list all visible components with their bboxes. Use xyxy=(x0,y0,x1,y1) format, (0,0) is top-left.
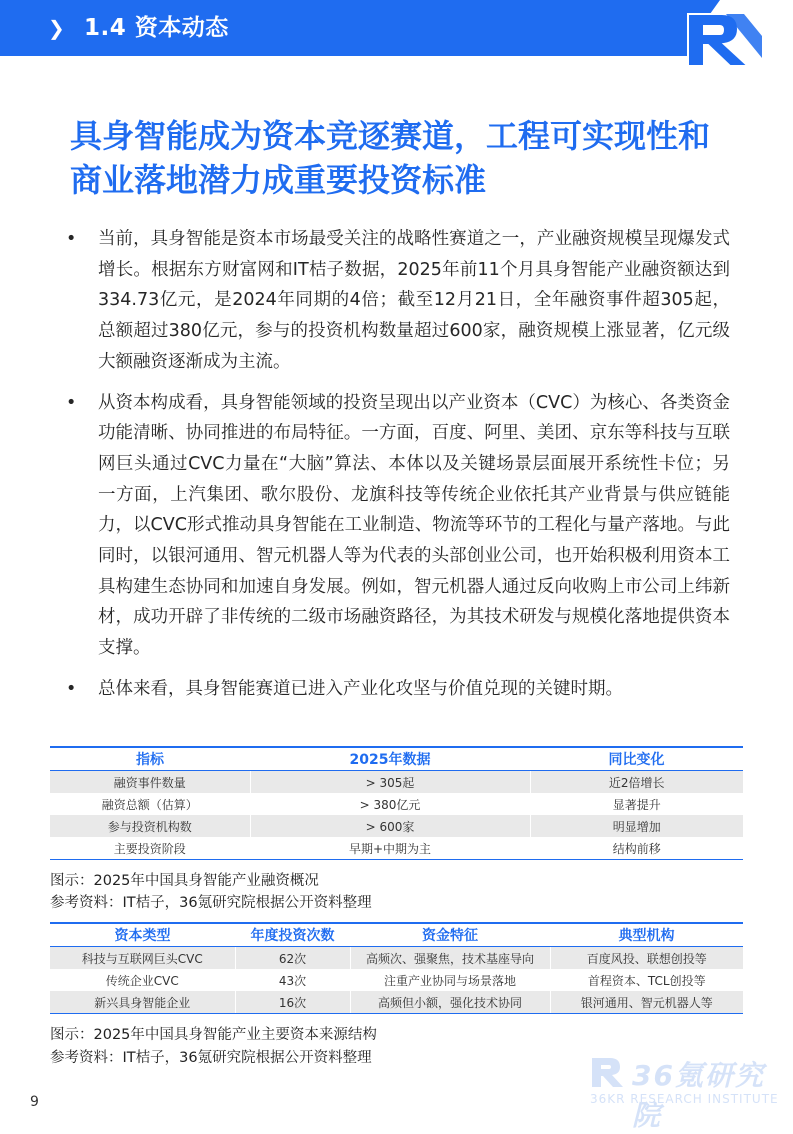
page-number: 9 xyxy=(30,1094,39,1110)
bullet-list xyxy=(60,224,730,715)
table-cell: 近2倍增长 xyxy=(530,771,743,794)
table-cell: 62次 xyxy=(235,947,350,970)
watermark-logo-icon xyxy=(590,1056,624,1088)
table-cell: 16次 xyxy=(235,991,350,1014)
table-header-cell: 同比变化 xyxy=(530,747,743,771)
table-header-cell: 资本类型 xyxy=(50,923,235,947)
table-header-cell: 指标 xyxy=(50,747,250,771)
bullet-text: 从资本构成看，具身智能领域的投资呈现出以产业资本（CVC）为核心、各类资金功能清晰、协同推进的布局特征。一方面，百度、阿里、美团、京东等科技与互联网巨头通过CVC力量在“大脑”算法、本体以及关键场景层面展开系统性卡位；另一方面，上汽集团、歌尔股份、龙旗科技等传统企业依托其产业背景与供应链能力，以CVC形式推动具身智能在工业制造、物流等环节的工程化与量产落地。与此同时，以银河通用、智元机器人等为代表的头部创业公司，也开始积极利用资本工具构建生态协同和加速自身发展。例如，智元机器人通过反向收购上市公司上纬新材，成功开辟了非传统的二级市场融资路径，为其技术研发与规模化落地提供资本支撑。 xyxy=(98,392,730,659)
capital-source-table xyxy=(50,922,743,1014)
table-header-cell: 年度投资次数 xyxy=(235,923,350,947)
table-cell: 早期+中期为主 xyxy=(250,837,530,860)
table-cell: 注重产业协同与场景落地 xyxy=(350,969,550,991)
watermark-cn: 36氪研究院 xyxy=(632,1059,765,1132)
table-row xyxy=(50,969,743,991)
watermark xyxy=(590,1054,779,1132)
section-header xyxy=(0,0,793,56)
table-header-row xyxy=(50,923,743,947)
table-cell: > 380亿元 xyxy=(250,793,530,815)
table-header-row xyxy=(50,747,743,771)
bullet-dot-icon: • xyxy=(66,678,77,699)
table-cell: 百度风投、联想创投等 xyxy=(550,947,743,970)
bullet-dot-icon: • xyxy=(66,229,77,249)
table-header-cell: 资金特征 xyxy=(350,923,550,947)
table-cell: 首程资本、TCL创投等 xyxy=(550,969,743,991)
table-cell: > 600家 xyxy=(250,815,530,837)
table-header-cell: 典型机构 xyxy=(550,923,743,947)
brand-logo-icon xyxy=(682,12,762,66)
table1-caption: 图示：2025年中国具身智能产业融资概况 xyxy=(50,873,319,889)
page-headline xyxy=(70,114,750,202)
section-title: 1.4 资本动态 xyxy=(84,15,229,41)
table-row xyxy=(50,837,743,860)
table-row xyxy=(50,991,743,1014)
table-row xyxy=(50,771,743,794)
table1-source: 参考资料：IT桔子，36氪研究院根据公开资料整理 xyxy=(50,895,372,911)
table-row xyxy=(50,947,743,970)
bullet-text: 总体来看，具身智能赛道已进入产业化攻坚与价值兑现的关键时期。 xyxy=(98,678,623,699)
headline-line-2: 商业落地潜力成重要投资标准 xyxy=(70,161,487,199)
table-cell: 高频但小额，强化技术协同 xyxy=(350,991,550,1014)
bullet-item xyxy=(60,224,730,378)
bullet-dot-icon: • xyxy=(66,392,77,413)
table-cell: 传统企业CVC xyxy=(105,973,179,988)
table-header-cell: 2025年数据 xyxy=(250,747,530,771)
table-cell: 新兴具身智能企业 xyxy=(50,991,235,1014)
table-cell: 银河通用、智元机器人等 xyxy=(550,991,743,1014)
table-cell: 显著提升 xyxy=(530,793,743,815)
table2-source: 参考资料：IT桔子，36氪研究院根据公开资料整理 xyxy=(50,1050,372,1066)
table-cell: 融资总额（估算） xyxy=(101,797,198,812)
table-row xyxy=(50,793,743,815)
table-cell: 主要投资阶段 xyxy=(50,837,250,860)
table-cell: 结构前移 xyxy=(530,837,743,860)
chevron-right-icon: ❯ xyxy=(48,16,65,40)
table-cell: 科技与互联网巨头CVC xyxy=(50,947,235,970)
bullet-text: 当前，具身智能是资本市场最受关注的战略性赛道之一，产业融资规模呈现爆发式增长。根据东方财富网和IT桔子数据，2025年前11个月具身智能产业融资额达到334.73亿元，是2024年同期的4倍；截至12月21日，全年融资事件超305起，总额超过380亿元，参与的投资机构数量超过600家，融资规模上涨显著，亿元级大额融资逐渐成为主流。 xyxy=(98,229,730,372)
table2-caption: 图示：2025年中国具身智能产业主要资本来源结构 xyxy=(50,1027,377,1043)
table-cell: 明显增加 xyxy=(530,815,743,837)
bullet-item xyxy=(60,388,730,664)
table-cell: 43次 xyxy=(235,969,350,991)
table-cell: 高频次、强聚焦，技术基座导向 xyxy=(350,947,550,970)
watermark-en: 36KR RESEARCH INSTITUTE xyxy=(590,1092,779,1106)
table-cell: 参与投资机构数 xyxy=(50,815,250,837)
bullet-item xyxy=(60,674,730,705)
table-cell: 融资事件数量 xyxy=(50,771,250,794)
financing-overview-table xyxy=(50,746,743,860)
table-cell: > 305起 xyxy=(250,771,530,794)
headline-line-1: 具身智能成为资本竞逐赛道，工程可实现性和 xyxy=(70,117,711,155)
table-row xyxy=(50,815,743,837)
